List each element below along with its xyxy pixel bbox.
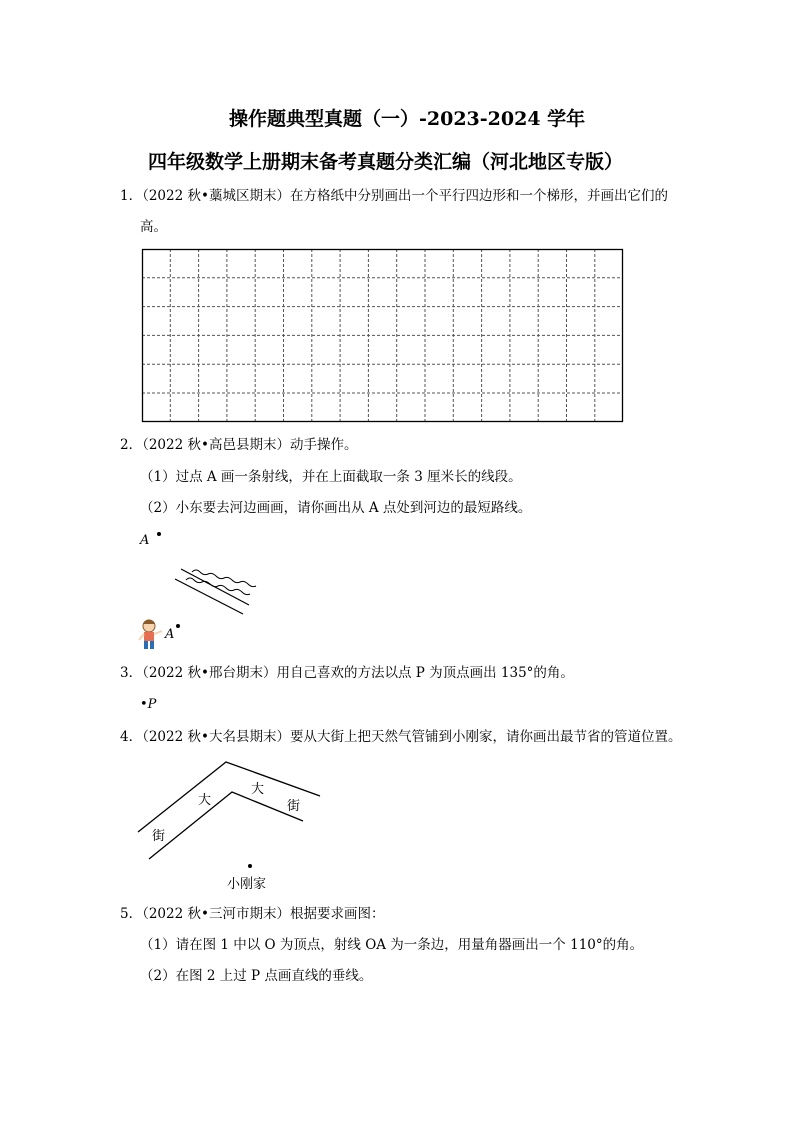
question-2-number: 2． [120, 437, 143, 453]
point-a-label: A [140, 533, 150, 548]
point-p-label: •P [140, 697, 157, 712]
street-char-4: 街 [287, 799, 301, 814]
street-char-1: 街 [152, 829, 166, 844]
question-2-sub-1: （1）过点 A 画一条射线，并在上面截取一条 3 厘米长的线段。 [140, 469, 522, 485]
street-char-2: 大 [198, 793, 212, 808]
question-1-text: （2022 秋•藁城区期末）在方格纸中分别画出一个平行四边形和一个梯形，并画出它们的 [142, 188, 668, 204]
question-4-text: （2022 秋•大名县期末）要从大街上把天然气管铺到小刚家，请你画出最节省的管道位置。 [142, 729, 682, 745]
house-label: 小刚家 [227, 877, 267, 892]
question-3-text: （2022 秋•邢台期末）用自己喜欢的方法以点 P 为顶点画出 135°的角。 [142, 665, 574, 681]
page-title-line1: 操作题典型真题（一）-2023-2024 学年 [229, 108, 586, 130]
question-4-number: 4． [120, 729, 143, 745]
house-dot [248, 864, 252, 868]
page-title-line2: 四年级数学上册期末备考真题分类汇编（河北地区专版） [148, 151, 624, 173]
question-5-sub-1: （1）请在图 1 中以 O 为顶点，射线 OA 为一条边，用量角器画出一个 110°的角。 [140, 937, 644, 953]
question-5 [120, 905, 384, 923]
street-inner-edge [149, 792, 303, 859]
question-5-sub-2: （2）在图 2 上过 P 点画直线的垂线。 [140, 968, 373, 984]
question-3-number: 3． [120, 665, 143, 681]
question-5-text: （2022 秋•三河市期末）根据要求画图： [142, 906, 385, 922]
point-a2-label: A [165, 627, 175, 642]
question-1-number: 1． [120, 188, 143, 204]
question-2-sub-2: （2）小东要去河边画画，请你画出从 A 点处到河边的最短路线。 [140, 500, 532, 516]
question-1-text-line2: 高。 [140, 219, 167, 235]
question-5-number: 5． [120, 906, 143, 922]
question-2-text: （2022 秋•高邑县期末）动手操作。 [142, 437, 358, 453]
street-char-3: 大 [251, 782, 265, 797]
